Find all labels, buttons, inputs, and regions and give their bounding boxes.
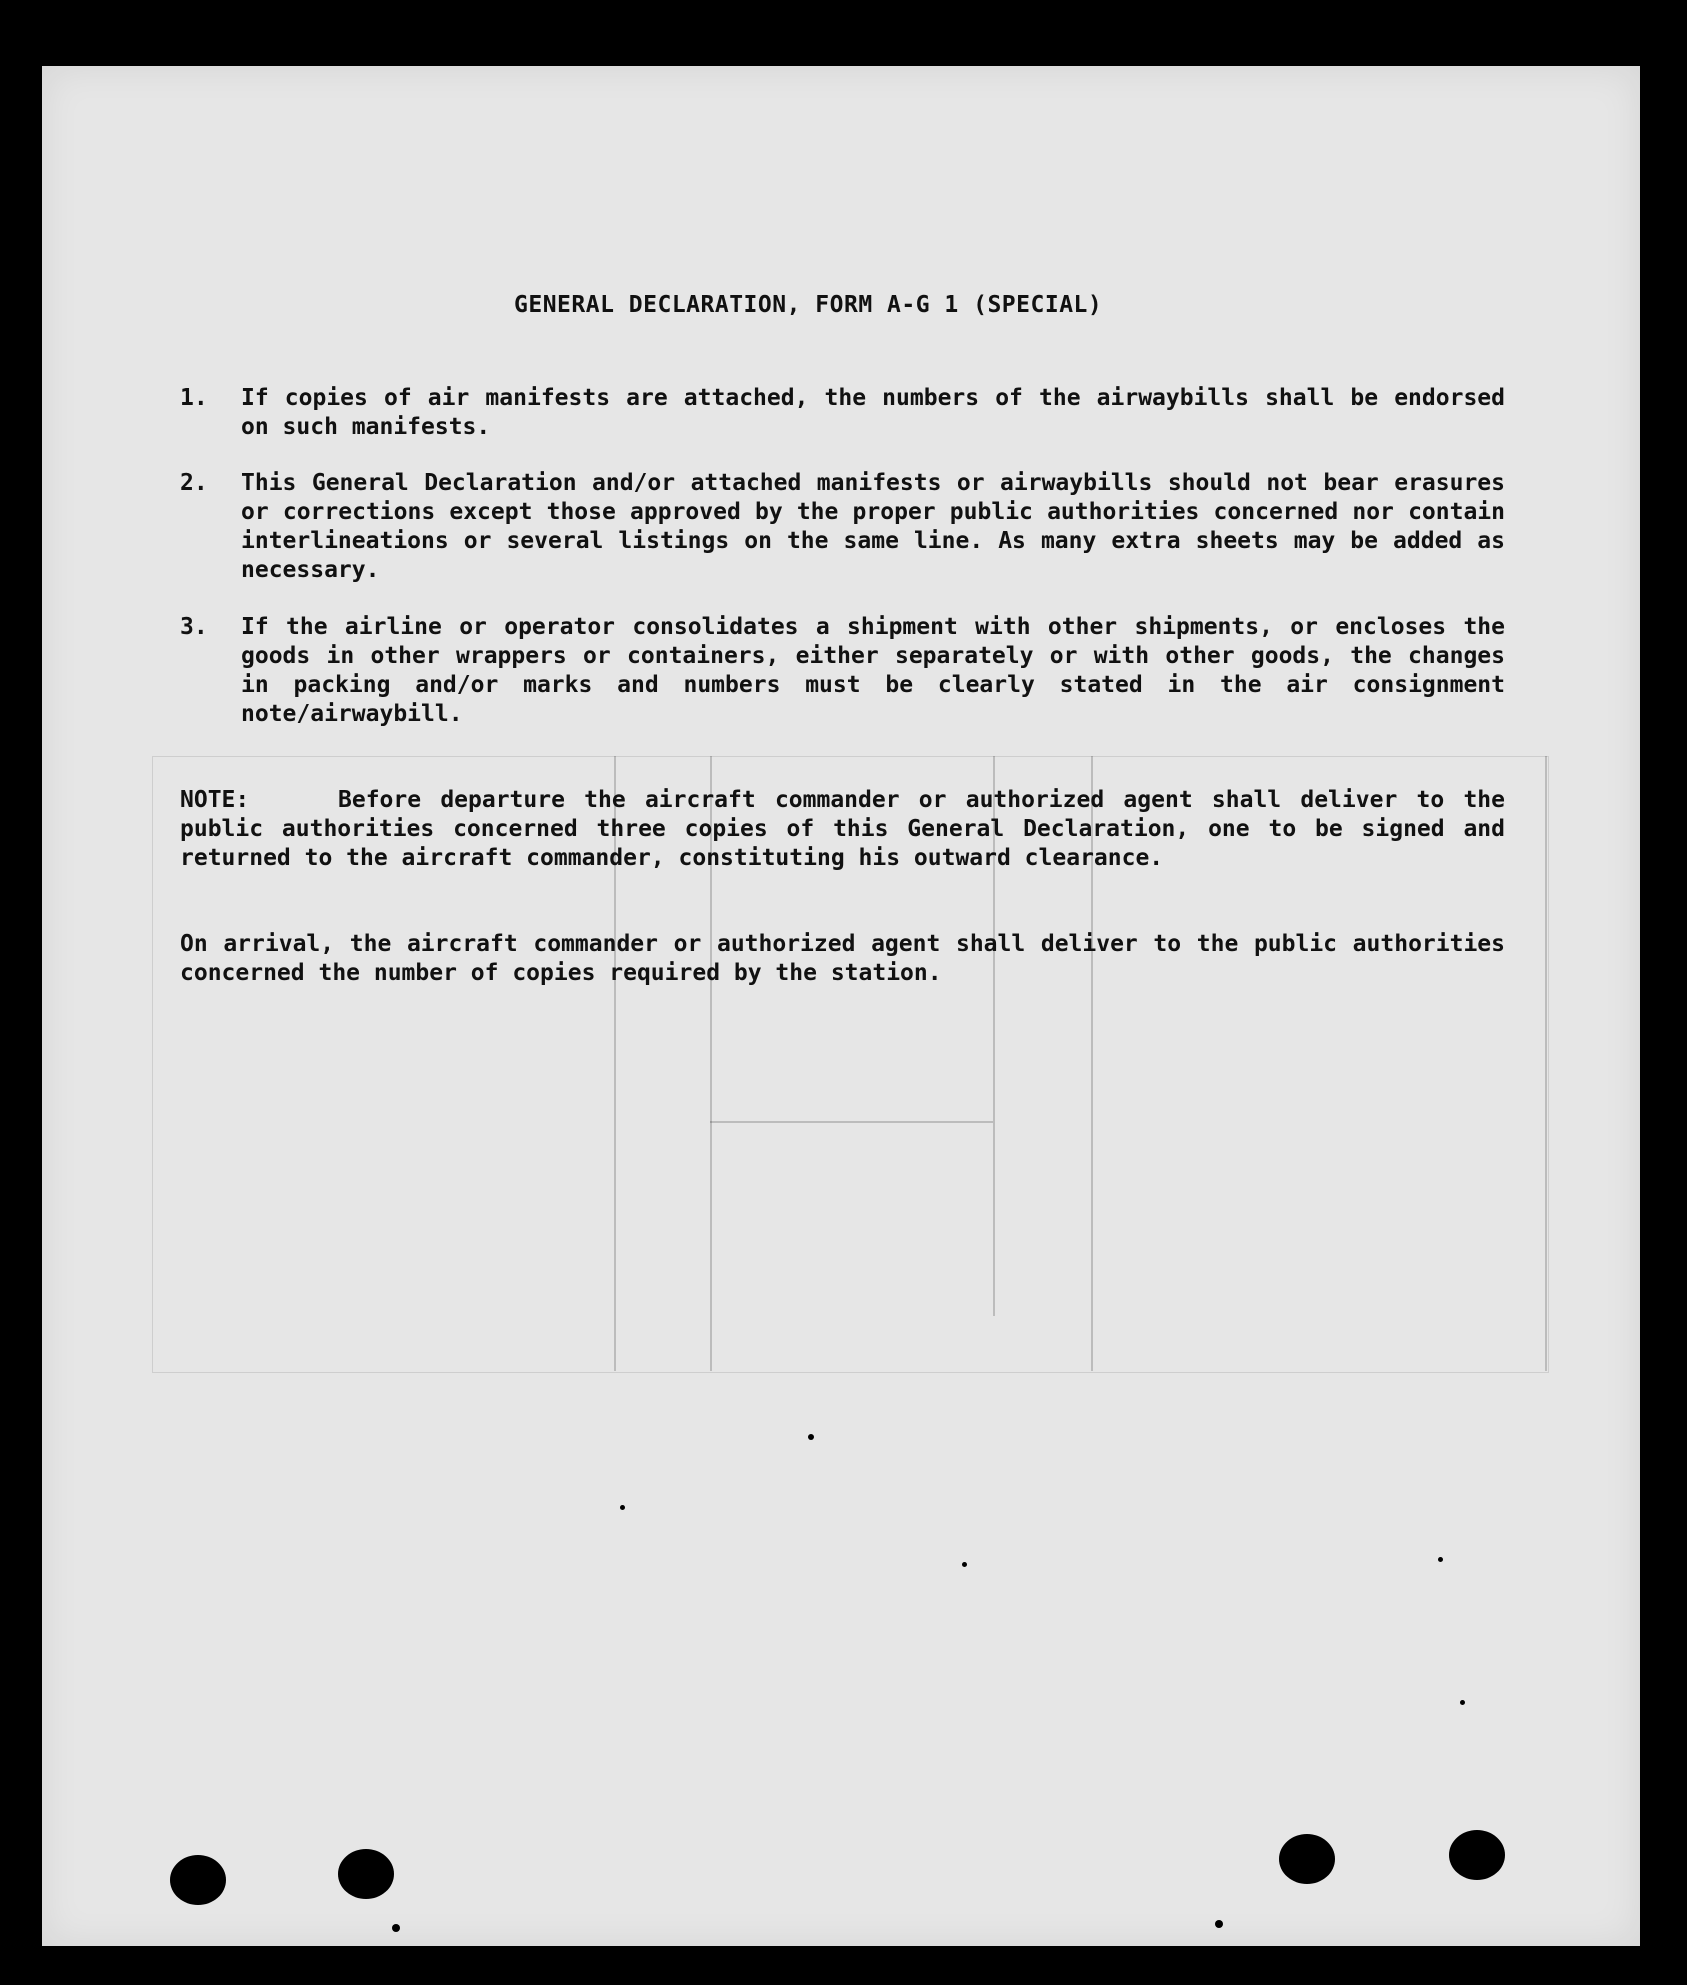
speck bbox=[392, 1924, 400, 1932]
item-text: If the airline or operator consolidates a shipment with other shipments, or encloses the goods in other wrappers or containers, either separately or with other goods, the changes in packing and/or marks and numbers must be clearly stated in the air consignment note/airwaybill. bbox=[241, 614, 1505, 727]
item-number: 1. bbox=[180, 385, 208, 411]
punch-hole bbox=[170, 1855, 226, 1905]
list-item bbox=[180, 384, 1505, 442]
speck bbox=[808, 1434, 814, 1440]
item-text: If copies of air manifests are attached, the numbers of the airwaybills shall be endorsed on such manifests. bbox=[241, 385, 1505, 440]
item-number: 2. bbox=[180, 470, 208, 496]
speck bbox=[962, 1562, 967, 1567]
note-label: NOTE: bbox=[180, 787, 250, 813]
item-number: 3. bbox=[180, 614, 208, 640]
punch-hole bbox=[1279, 1834, 1335, 1884]
arrival-paragraph: On arrival, the aircraft commander or authorized agent shall deliver to the public authorities concerned the number of copies required by the station. bbox=[180, 931, 1505, 986]
punch-hole bbox=[338, 1849, 394, 1899]
bleed-through-line bbox=[710, 1121, 993, 1123]
document-page bbox=[42, 66, 1640, 1946]
note-text: Before departure the aircraft commander or authorized agent shall deliver to the public authorities concerned three copies of this General Declaration, one to be signed and returned to the aircraft commander, constituting his outward clearance. bbox=[180, 787, 1505, 871]
page-title: GENERAL DECLARATION, FORM A-G 1 (SPECIAL) bbox=[514, 292, 1103, 318]
speck bbox=[1460, 1700, 1465, 1705]
punch-hole bbox=[1449, 1830, 1505, 1880]
bleed-through-line bbox=[1545, 756, 1547, 1371]
note-paragraph bbox=[180, 786, 1505, 873]
list-item bbox=[180, 469, 1505, 585]
speck bbox=[1215, 1920, 1223, 1928]
item-text: This General Declaration and/or attached manifests or airwaybills should not bear erasures or corrections except those approved by the proper public authorities concerned nor contain interlineations or several listings on the same line. As many extra sheets may be added as necessary. bbox=[241, 470, 1505, 583]
speck bbox=[1438, 1557, 1443, 1562]
speck bbox=[620, 1505, 625, 1510]
list-item bbox=[180, 613, 1505, 729]
